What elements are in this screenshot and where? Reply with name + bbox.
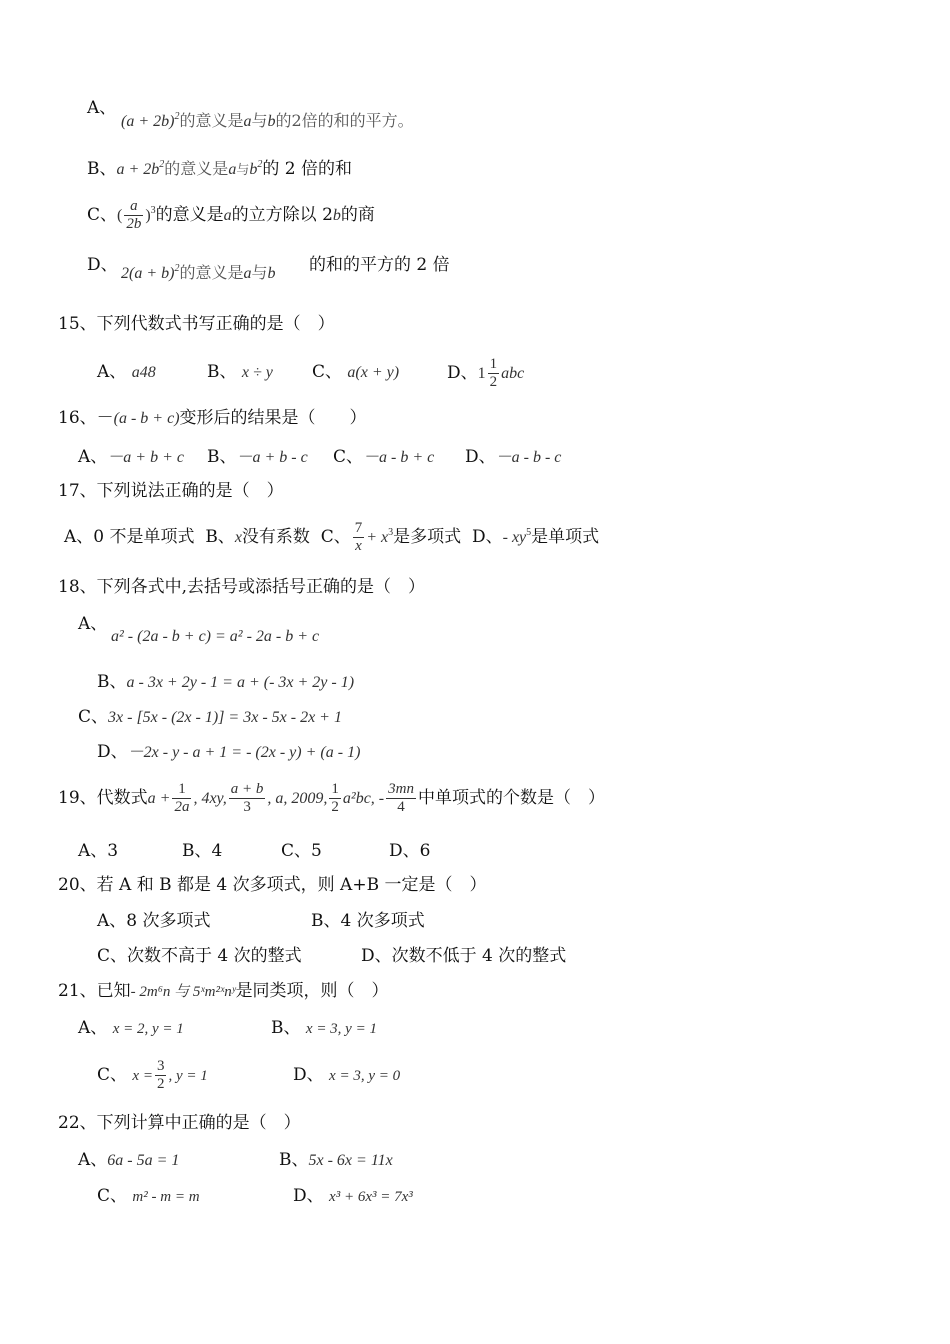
q19-f4-num: 3mn [388,781,414,797]
q19-fraction-4 [386,781,416,816]
q15-c-label: C、 [312,362,343,382]
q21-a-expr: x = 2, y = 1 [112,1021,184,1037]
q17-b-label: B、 [205,527,235,547]
q18-d-expr: －2x - y - a + 1 = - (2x - y) + (a - 1) [127,744,361,761]
q21-stem [58,983,389,1000]
q22-option-c [97,1188,200,1205]
q22-a-label: A、 [78,1150,108,1170]
q22-option-a [78,1152,179,1169]
q16-b-expr: －a + b - c [236,449,308,466]
q16-expr: (a - b + c) [113,410,180,427]
q20-option-d: D、次数不低于 4 次的整式 [361,946,567,966]
q16-post: 变形后的结果是（ ） [179,408,367,428]
q21-pre: 21、已知 [58,981,131,1001]
q14-b-text: 的意义是 [164,159,229,178]
q19-fraction-2 [229,781,266,816]
q17-c-label: C、 [320,527,351,547]
q16-a-expr: －a + b + c [107,449,184,466]
q16-option-b [207,449,308,466]
q17-stem: 17、下列说法正确的是（ ） [58,481,284,501]
q20-stem: 20、若 A 和 B 都是 4 次多项式，则 A+B 一定是（ ） [58,875,487,895]
q19-option-d: D、6 [389,841,431,861]
q18-c-expr: 3x - [5x - (2x - 1)] = 3x - 5x - 2x + 1 [108,709,342,726]
q16-d-label: D、 [465,447,496,467]
q17-b-text: 没有系数 [241,527,310,547]
q14-b-tail: 的 2 倍的和 [262,159,352,179]
q21-c-post: , y = 1 [168,1068,208,1084]
q17-option-a: A、0 不是单项式 [64,527,195,547]
q21-option-b [271,1020,377,1037]
q21-d-label: D、 [293,1065,324,1085]
q21-d-expr: x = 3, y = 0 [329,1068,401,1084]
q22-option-b [279,1152,393,1169]
q14-option-a [121,112,414,130]
q15-stem: 15、下列代数式书写正确的是（ ） [58,314,335,334]
q15-d-den: 2 [489,374,498,390]
q14-b-v2: b [249,161,258,178]
q15-b-expr: x ÷ y [241,364,273,381]
q14-a-expr: (a + 2b) [121,113,175,130]
q14-a-v1: a [243,113,252,130]
q22-c-label: C、 [97,1186,128,1206]
q14-d-expr: 2(a + b) [121,265,175,282]
q16-option-d [465,449,561,466]
q17-c-num: 7 [354,520,363,536]
q14-d-tail: 的和的平方的 2 倍 [309,255,450,275]
q14-b-v1: a [228,161,237,178]
q21-c-den: 2 [156,1076,165,1092]
q18-a-label: A、 [78,614,108,634]
q18-stem: 18、下列各式中,去括号或添括号正确的是（ ） [58,577,426,597]
q21-c-num: 3 [156,1058,165,1074]
q21-c-pre: x = [132,1068,153,1084]
q21-b-label: B、 [271,1018,301,1038]
q18-b-expr: a - 3x + 2y - 1 = a + (- 3x + 2y - 1) [126,674,355,691]
q19-stem [58,781,605,816]
q14-b-mid: 与 [236,163,250,178]
q14-a-mid: 与 [251,111,268,130]
q14-option-a-label: A、 [87,98,117,118]
q15-c-expr: a(x + y) [347,364,400,381]
q17-b-var: x [234,529,242,546]
q19-fraction-3 [329,781,341,816]
q15-option-b [207,364,273,381]
q14-c-open: ( [117,207,123,224]
q16-a-label: A、 [78,447,108,467]
q16-c-expr: －a - b + c [363,449,435,466]
q16-option-c [333,449,434,466]
q14-d-text: 的意义是 [179,263,244,282]
q20-option-c: C、次数不高于 4 次的整式 [97,946,302,966]
q19-e3: , a, 2009, [267,790,328,807]
q16-c-label: C、 [333,447,364,467]
q21-c-fraction [155,1058,167,1093]
q14-c-tail: 的商 [340,205,375,225]
q17-c-exp: 3 [388,527,394,538]
q14-c-num: a [124,198,143,216]
q14-c-exp: 3 [150,205,156,216]
q20-option-b: B、4 次多项式 [311,911,425,931]
q22-b-label: B、 [279,1150,309,1170]
q14-c-fraction [124,198,143,233]
q14-b-exp2: 2 [257,159,263,170]
q14-a-tail: 的2倍的和的平方。 [275,111,414,130]
q14-option-d [121,264,275,282]
q18-a-expr: a² - (2a - b + c) = a² - 2a - b + c [111,628,320,645]
q21-a-label: A、 [78,1018,108,1038]
q15-option-d [447,356,524,391]
q15-d-fraction [488,356,500,391]
q18-option-d [97,744,360,761]
q14-c-v2: b [332,207,341,224]
q19-f2-den: 3 [243,799,251,815]
q17-d-expr: - xy [502,529,527,546]
q14-d-mid: 与 [251,263,268,282]
q22-d-label: D、 [293,1186,324,1206]
q16-option-a [78,449,184,466]
q22-c-expr: m² - m = m [132,1189,200,1205]
q18-d-label: D、 [97,742,128,762]
q15-option-a [97,364,156,381]
q21-option-a [78,1020,184,1037]
q14-c-close: ) [145,207,151,224]
q19-e1: a + [147,790,171,807]
q14-option-b [87,160,352,178]
q15-b-label: B、 [207,362,237,382]
q19-f3-den: 2 [331,799,339,815]
q19-f3-num: 1 [331,781,339,797]
q18-option-b [97,674,354,691]
q17-d-exp: 5 [526,527,532,538]
q22-stem: 22、下列计算中正确的是（ ） [58,1113,301,1133]
q19-option-a: A、3 [78,841,119,861]
q17-c-den: x [355,538,362,554]
q17-d-text: 是单项式 [531,527,600,547]
q14-d-v2: b [267,265,276,282]
q14-c-label: C、 [87,205,118,225]
q16-pre: 16、－ [58,408,114,428]
q19-option-c: C、5 [281,841,322,861]
q19-e4: a²bc, - [342,790,385,807]
q14-b-expr: a + 2b [116,161,160,178]
q17-c-fraction [353,520,365,555]
q19-pre: 19、代数式 [58,788,148,808]
q21-expr: - 2m⁶n 与 5ˣm²ˣnʸ [130,984,236,1000]
q14-option-c [87,198,375,233]
q21-b-expr: x = 3, y = 1 [305,1021,377,1037]
q14-a-v2: b [267,113,276,130]
q14-b-label: B、 [87,159,117,179]
q22-d-expr: x³ + 6x³ = 7x³ [329,1189,413,1205]
q14-c-v1: a [223,207,232,224]
q20-option-a: A、8 次多项式 [97,911,211,931]
q19-fraction-1 [172,781,191,816]
q15-d-num: 1 [489,356,498,372]
q16-d-expr: －a - b - c [495,449,562,466]
q14-a-exp: 2 [174,111,180,122]
q19-f2-num: a + b [230,781,264,797]
q19-e2: , 4xy, [193,790,227,807]
q14-d-v1: a [243,265,252,282]
q15-d-whole: 1 [477,365,486,382]
q22-option-d [293,1188,413,1205]
q21-option-d [293,1067,400,1084]
q15-option-c [312,364,399,381]
q17-options [64,520,599,555]
q18-c-label: C、 [78,707,109,727]
q14-b-exp: 2 [159,159,165,170]
q19-f1-den: 2a [174,799,190,815]
q19-post: 中单项式的个数是（ ） [417,788,605,808]
q18-option-a [111,628,319,645]
q17-d-label: D、 [471,527,503,547]
q17-c-expr: + x [366,529,389,546]
q21-post: 是同类项，则（ ） [235,981,389,1001]
q18-b-label: B、 [97,672,127,692]
q22-a-expr: 6a - 5a = 1 [107,1152,180,1169]
q15-d-label: D、 [447,363,478,383]
q19-option-b: B、4 [182,841,223,861]
q17-c-text: 是多项式 [393,527,462,547]
q16-b-label: B、 [207,447,237,467]
q14-d-exp: 2 [174,263,180,274]
q14-a-text: 的意义是 [179,111,244,130]
q19-f4-den: 4 [397,799,405,815]
q21-c-label: C、 [97,1065,128,1085]
q18-option-c [78,709,342,726]
q14-c-text: 的意义是 [155,205,224,225]
q19-f1-num: 1 [172,781,191,799]
q22-b-expr: 5x - 6x = 11x [308,1152,393,1169]
q16-stem [58,410,367,427]
q14-c-den: 2b [126,216,142,232]
q14-option-d-label: D、 [87,255,118,275]
q15-a-expr: a48 [131,364,156,381]
q15-d-expr: abc [501,365,525,382]
q14-c-mid: 的立方除以 2 [231,205,333,225]
q15-a-label: A、 [97,362,127,382]
q21-option-c [97,1058,208,1093]
